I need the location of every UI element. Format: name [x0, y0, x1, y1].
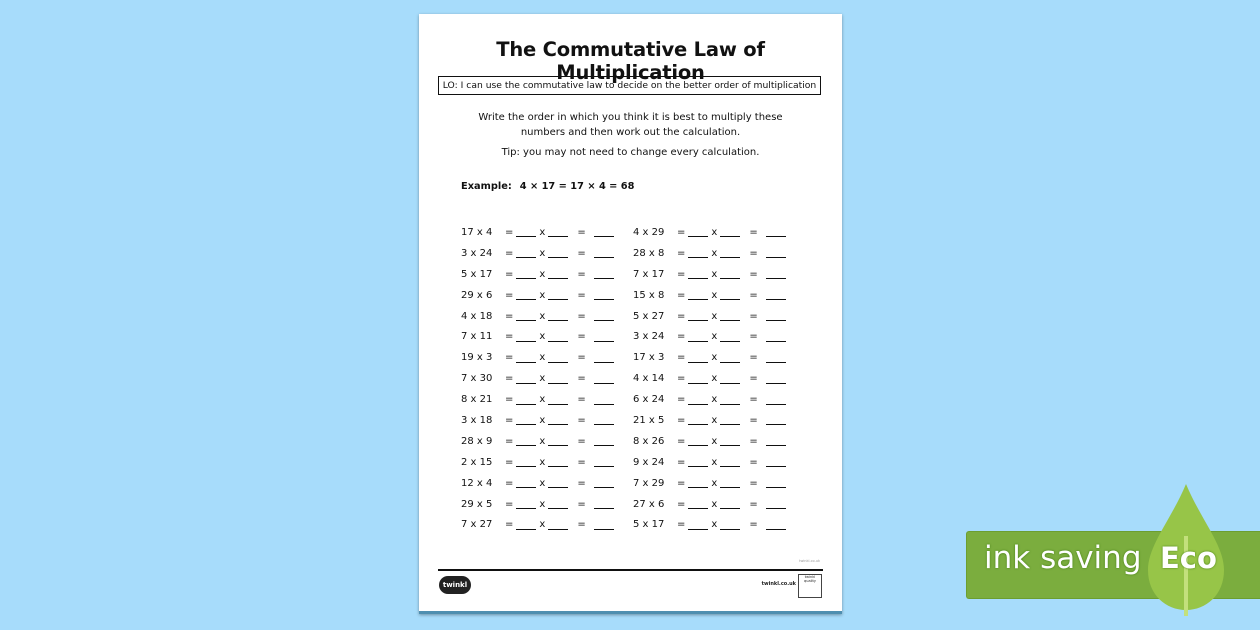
times-sign: x: [539, 498, 546, 510]
equals-sign: =: [505, 456, 514, 468]
equals-sign: =: [677, 519, 686, 531]
answer-blank[interactable]: [516, 227, 536, 237]
example-label: Example:: [461, 181, 512, 192]
equals-sign: =: [577, 247, 586, 259]
answer-blank[interactable]: [548, 353, 568, 363]
times-sign: x: [711, 498, 718, 510]
answer-blank[interactable]: [688, 248, 708, 258]
question-row: [461, 473, 617, 494]
answer-blank[interactable]: [594, 353, 614, 363]
question: 3 x 18: [461, 414, 493, 426]
question-row: [633, 389, 789, 410]
equals-sign: =: [577, 498, 586, 510]
equals-sign: =: [505, 226, 514, 238]
question-row: [461, 306, 617, 327]
equals-sign: =: [749, 310, 758, 322]
answer-blank[interactable]: [766, 290, 786, 300]
equals-sign: =: [677, 477, 686, 489]
answer-blank[interactable]: [516, 290, 536, 300]
equals-sign: =: [505, 373, 514, 385]
answer-blank[interactable]: [766, 248, 786, 258]
answer-blank[interactable]: [594, 436, 614, 446]
answer-blank[interactable]: [766, 520, 786, 530]
equals-sign: =: [577, 310, 586, 322]
equals-sign: =: [749, 226, 758, 238]
answer-blank[interactable]: [766, 374, 786, 384]
question-row: [461, 264, 617, 285]
equals-sign: =: [749, 268, 758, 280]
answer-blank[interactable]: [688, 353, 708, 363]
question-row: [633, 368, 789, 389]
answer-blank[interactable]: [594, 520, 614, 530]
question: 7 x 11: [461, 331, 493, 343]
question-row: [461, 494, 617, 515]
tip: Tip: you may not need to change every calculation.: [501, 147, 760, 158]
answer-blank[interactable]: [766, 499, 786, 509]
answer-blank[interactable]: [688, 311, 708, 321]
equals-sign: =: [577, 331, 586, 343]
question: 19 x 3: [461, 352, 493, 364]
question: 29 x 5: [461, 498, 493, 510]
times-sign: x: [539, 247, 546, 259]
answer-blank[interactable]: [720, 520, 740, 530]
equals-sign: =: [577, 394, 586, 406]
question-row: [461, 431, 617, 452]
question-row: [633, 264, 789, 285]
answer-blank[interactable]: [720, 227, 740, 237]
question: 27 x 6: [633, 498, 665, 510]
equals-sign: =: [505, 247, 514, 259]
answer-blank[interactable]: [594, 478, 614, 488]
answer-blank[interactable]: [688, 395, 708, 405]
answer-blank[interactable]: [720, 415, 740, 425]
question-row: [461, 347, 617, 368]
answer-blank[interactable]: [548, 332, 568, 342]
answer-blank[interactable]: [594, 248, 614, 258]
question-row: [633, 431, 789, 452]
question-row: [633, 473, 789, 494]
answer-blank[interactable]: [688, 332, 708, 342]
equals-sign: =: [749, 331, 758, 343]
question: 21 x 5: [633, 414, 665, 426]
equals-sign: =: [677, 352, 686, 364]
question-row: [461, 222, 617, 243]
times-sign: x: [711, 394, 718, 406]
equals-sign: =: [505, 268, 514, 280]
answer-blank[interactable]: [516, 311, 536, 321]
question-row: [633, 514, 789, 535]
answer-blank[interactable]: [720, 311, 740, 321]
answer-blank[interactable]: [594, 290, 614, 300]
answer-blank[interactable]: [516, 248, 536, 258]
answer-blank[interactable]: [720, 353, 740, 363]
question-row: [633, 452, 789, 473]
times-sign: x: [711, 289, 718, 301]
times-sign: x: [539, 268, 546, 280]
answer-blank[interactable]: [548, 499, 568, 509]
ink-saving-label: ink saving: [984, 540, 1142, 576]
answer-blank[interactable]: [548, 311, 568, 321]
answer-blank[interactable]: [720, 290, 740, 300]
question-row: [633, 285, 789, 306]
answer-blank[interactable]: [720, 499, 740, 509]
answer-blank[interactable]: [766, 227, 786, 237]
question-row: [461, 389, 617, 410]
equals-sign: =: [505, 498, 514, 510]
worksheet-page: [419, 14, 842, 614]
equals-sign: =: [749, 456, 758, 468]
questions-right-column: [633, 222, 789, 535]
question-row: [633, 243, 789, 264]
question: 5 x 27: [633, 310, 665, 322]
questions-left-column: [461, 222, 617, 535]
question: 28 x 8: [633, 247, 665, 259]
answer-blank[interactable]: [688, 374, 708, 384]
times-sign: x: [711, 519, 718, 531]
answer-blank[interactable]: [516, 499, 536, 509]
question: 7 x 29: [633, 477, 665, 489]
equals-sign: =: [677, 456, 686, 468]
question: 8 x 26: [633, 435, 665, 447]
times-sign: x: [539, 352, 546, 364]
question: 4 x 29: [633, 226, 665, 238]
answer-blank[interactable]: [688, 415, 708, 425]
question: 3 x 24: [633, 331, 665, 343]
question-row: [633, 306, 789, 327]
answer-blank[interactable]: [548, 520, 568, 530]
answer-blank[interactable]: [766, 269, 786, 279]
equals-sign: =: [577, 289, 586, 301]
answer-blank[interactable]: [516, 520, 536, 530]
question-row: [461, 326, 617, 347]
answer-blank[interactable]: [720, 478, 740, 488]
question-row: [633, 326, 789, 347]
question: 12 x 4: [461, 477, 493, 489]
equals-sign: =: [749, 352, 758, 364]
instruction-line: numbers and then work out the calculation.: [520, 126, 741, 138]
question: 5 x 17: [461, 268, 493, 280]
times-sign: x: [539, 414, 546, 426]
answer-blank[interactable]: [516, 457, 536, 467]
times-sign: x: [539, 310, 546, 322]
equals-sign: =: [677, 435, 686, 447]
answer-blank[interactable]: [594, 415, 614, 425]
answer-blank[interactable]: [516, 415, 536, 425]
answer-blank[interactable]: [594, 499, 614, 509]
equals-sign: =: [505, 519, 514, 531]
answer-blank[interactable]: [766, 332, 786, 342]
times-sign: x: [539, 435, 546, 447]
answer-blank[interactable]: [594, 332, 614, 342]
answer-blank[interactable]: [516, 478, 536, 488]
times-sign: x: [711, 414, 718, 426]
answer-blank[interactable]: [688, 457, 708, 467]
answer-blank[interactable]: [548, 290, 568, 300]
answer-blank[interactable]: [516, 332, 536, 342]
answer-blank[interactable]: [688, 290, 708, 300]
answer-blank[interactable]: [720, 374, 740, 384]
answer-blank[interactable]: [766, 436, 786, 446]
answer-blank[interactable]: [594, 227, 614, 237]
equals-sign: =: [749, 435, 758, 447]
times-sign: x: [539, 226, 546, 238]
answer-blank[interactable]: [516, 395, 536, 405]
answer-blank[interactable]: [720, 248, 740, 258]
answer-blank[interactable]: [548, 478, 568, 488]
answer-blank[interactable]: [548, 227, 568, 237]
answer-blank[interactable]: [720, 395, 740, 405]
times-sign: x: [539, 331, 546, 343]
question: 17 x 4: [461, 226, 493, 238]
equals-sign: =: [749, 414, 758, 426]
answer-blank[interactable]: [766, 395, 786, 405]
equals-sign: =: [677, 394, 686, 406]
equals-sign: =: [677, 310, 686, 322]
times-sign: x: [711, 331, 718, 343]
equals-sign: =: [505, 310, 514, 322]
learning-objective: LO: I can use the commutative law to decide on the better order of multiplication: [438, 76, 821, 95]
question: 7 x 27: [461, 519, 493, 531]
answer-blank[interactable]: [548, 269, 568, 279]
answer-blank[interactable]: [516, 269, 536, 279]
answer-blank[interactable]: [688, 478, 708, 488]
equals-sign: =: [505, 289, 514, 301]
question-row: [461, 243, 617, 264]
equals-sign: =: [505, 414, 514, 426]
answer-blank[interactable]: [594, 395, 614, 405]
question: 15 x 8: [633, 289, 665, 301]
answer-blank[interactable]: [516, 436, 536, 446]
answer-blank[interactable]: [688, 269, 708, 279]
question: 9 x 24: [633, 456, 665, 468]
answer-blank[interactable]: [548, 374, 568, 384]
equals-sign: =: [505, 352, 514, 364]
times-sign: x: [539, 477, 546, 489]
equals-sign: =: [505, 331, 514, 343]
question: 17 x 3: [633, 352, 665, 364]
answer-blank[interactable]: [548, 415, 568, 425]
equals-sign: =: [577, 268, 586, 280]
equals-sign: =: [577, 435, 586, 447]
equals-sign: =: [677, 373, 686, 385]
answer-blank[interactable]: [516, 374, 536, 384]
instruction-line: Write the order in which you think it is best to multiply these: [478, 112, 783, 123]
equals-sign: =: [577, 373, 586, 385]
times-sign: x: [539, 519, 546, 531]
times-sign: x: [711, 373, 718, 385]
question-row: [461, 285, 617, 306]
example-equation: 4 × 17 = 17 × 4 = 68: [519, 181, 635, 192]
question-row: [461, 368, 617, 389]
question: 28 x 9: [461, 435, 493, 447]
times-sign: x: [539, 289, 546, 301]
equals-sign: =: [505, 394, 514, 406]
times-sign: x: [539, 456, 546, 468]
question-row: [633, 347, 789, 368]
footer-site: twinkl.co.uk: [761, 581, 796, 587]
equals-sign: =: [749, 289, 758, 301]
answer-blank[interactable]: [720, 332, 740, 342]
times-sign: x: [711, 477, 718, 489]
times-sign: x: [711, 247, 718, 259]
equals-sign: =: [505, 435, 514, 447]
times-sign: x: [711, 435, 718, 447]
equals-sign: =: [577, 352, 586, 364]
answer-blank[interactable]: [594, 269, 614, 279]
footer-small-text: twinkl.co.uk: [799, 559, 820, 563]
equals-sign: =: [505, 477, 514, 489]
equals-sign: =: [749, 373, 758, 385]
answer-blank[interactable]: [766, 311, 786, 321]
equals-sign: =: [749, 519, 758, 531]
equals-sign: =: [677, 498, 686, 510]
question: 7 x 30: [461, 373, 493, 385]
question: 4 x 14: [633, 373, 665, 385]
equals-sign: =: [677, 331, 686, 343]
answer-blank[interactable]: [594, 311, 614, 321]
times-sign: x: [711, 226, 718, 238]
question: 2 x 15: [461, 456, 493, 468]
eco-label: Eco: [1160, 541, 1217, 575]
times-sign: x: [711, 268, 718, 280]
answer-blank[interactable]: [516, 353, 536, 363]
instructions: [419, 111, 842, 140]
answer-blank[interactable]: [720, 436, 740, 446]
equals-sign: =: [677, 247, 686, 259]
question: 3 x 24: [461, 247, 493, 259]
quality-badge: twinkl quality: [798, 574, 822, 598]
answer-blank[interactable]: [720, 457, 740, 467]
answer-blank[interactable]: [594, 374, 614, 384]
answer-blank[interactable]: [688, 520, 708, 530]
question-row: [461, 410, 617, 431]
equals-sign: =: [749, 394, 758, 406]
answer-blank[interactable]: [548, 436, 568, 446]
times-sign: x: [539, 373, 546, 385]
answer-blank[interactable]: [594, 457, 614, 467]
question: 4 x 18: [461, 310, 493, 322]
example: [461, 181, 634, 192]
question-row: [633, 222, 789, 243]
answer-blank[interactable]: [766, 415, 786, 425]
question-row: [461, 452, 617, 473]
question: 29 x 6: [461, 289, 493, 301]
question-row: [633, 494, 789, 515]
answer-blank[interactable]: [766, 457, 786, 467]
answer-blank[interactable]: [688, 499, 708, 509]
equals-sign: =: [749, 477, 758, 489]
times-sign: x: [711, 456, 718, 468]
question: 6 x 24: [633, 394, 665, 406]
answer-blank[interactable]: [766, 478, 786, 488]
footer-divider: [438, 569, 823, 571]
equals-sign: =: [577, 456, 586, 468]
answer-blank[interactable]: [688, 436, 708, 446]
answer-blank[interactable]: [688, 227, 708, 237]
answer-blank[interactable]: [720, 269, 740, 279]
equals-sign: =: [749, 247, 758, 259]
question: 7 x 17: [633, 268, 665, 280]
equals-sign: =: [577, 477, 586, 489]
question: 8 x 21: [461, 394, 493, 406]
question-row: [633, 410, 789, 431]
times-sign: x: [711, 352, 718, 364]
question-row: [461, 514, 617, 535]
equals-sign: =: [677, 289, 686, 301]
equals-sign: =: [677, 414, 686, 426]
question: 5 x 17: [633, 519, 665, 531]
equals-sign: =: [677, 268, 686, 280]
answer-blank[interactable]: [548, 395, 568, 405]
equals-sign: =: [749, 498, 758, 510]
answer-blank[interactable]: [548, 248, 568, 258]
answer-blank[interactable]: [766, 353, 786, 363]
equals-sign: =: [577, 226, 586, 238]
equals-sign: =: [577, 519, 586, 531]
times-sign: x: [539, 394, 546, 406]
worksheet-title: The Commutative Law of Multiplication: [496, 38, 765, 84]
twinkl-logo: twinkl: [439, 576, 471, 594]
equals-sign: =: [577, 414, 586, 426]
equals-sign: =: [677, 226, 686, 238]
answer-blank[interactable]: [548, 457, 568, 467]
times-sign: x: [711, 310, 718, 322]
